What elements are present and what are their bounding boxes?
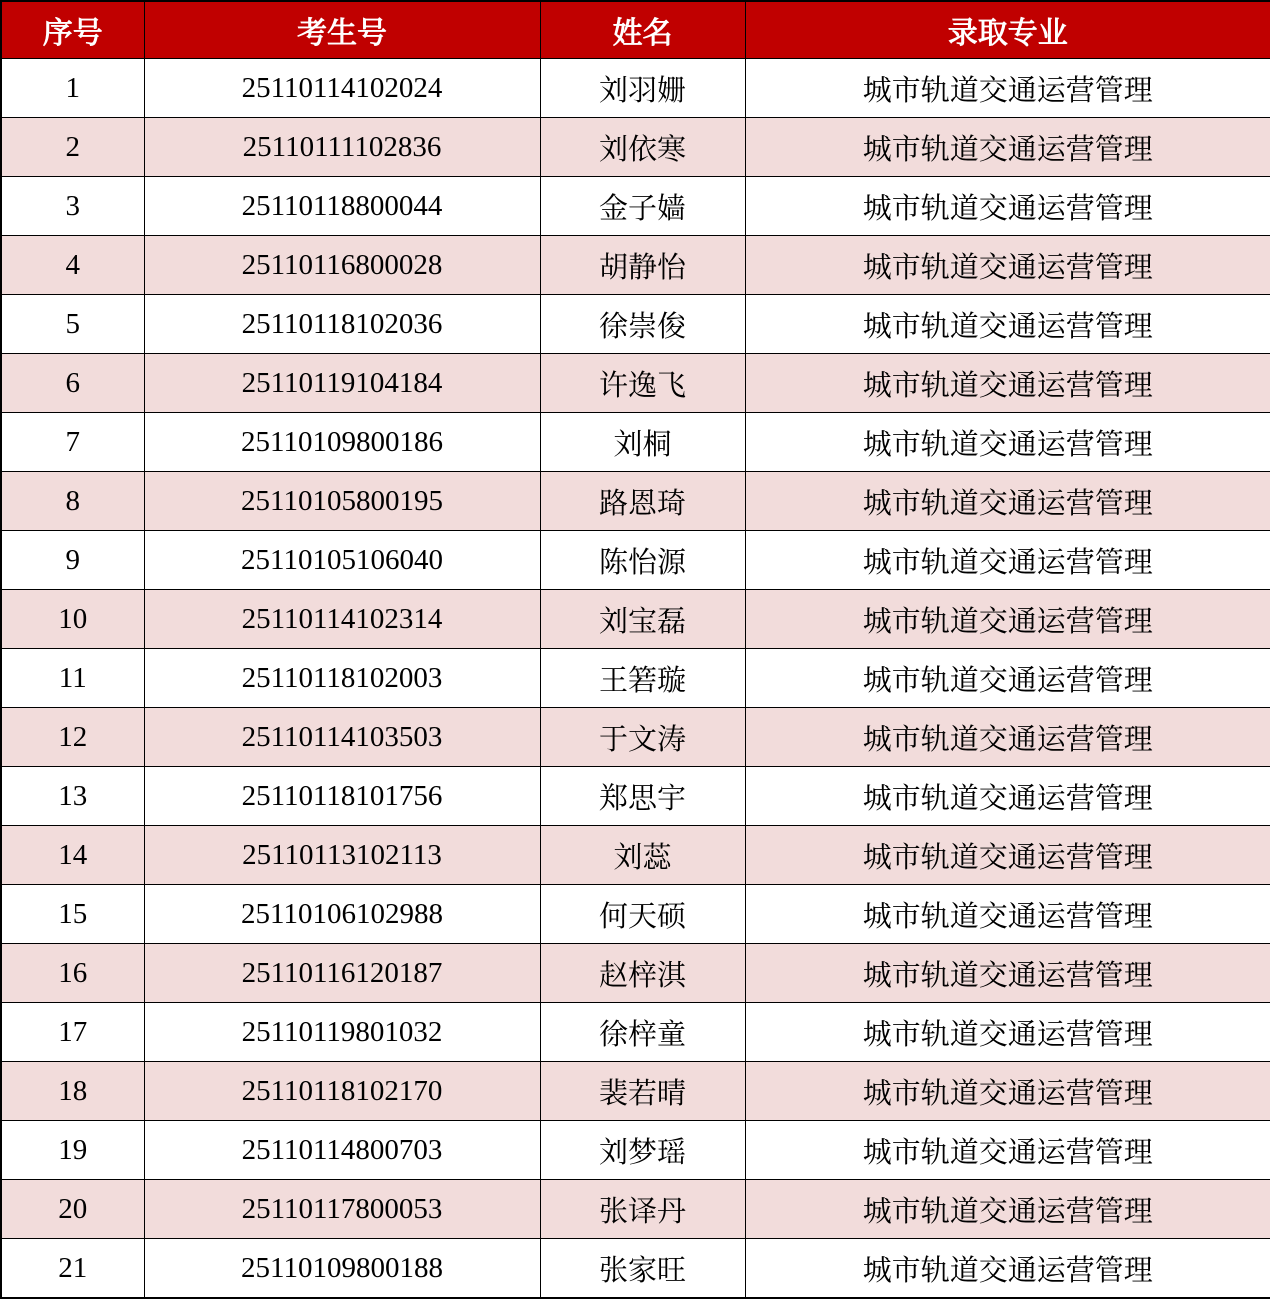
table-row [1, 590, 1270, 649]
cell-index: 3 [1, 177, 144, 236]
cell-candidate-id: 25110111102836 [144, 118, 540, 177]
cell-index: 19 [1, 1121, 144, 1180]
cell-major: 城市轨道交通运营管理 [745, 944, 1270, 1003]
table-header-row [1, 1, 1270, 59]
cell-candidate-id: 25110114102314 [144, 590, 540, 649]
cell-candidate-id: 25110116120187 [144, 944, 540, 1003]
cell-name: 张译丹 [540, 1180, 745, 1239]
cell-candidate-id: 25110116800028 [144, 236, 540, 295]
cell-name: 胡静怡 [540, 236, 745, 295]
cell-candidate-id: 25110109800188 [144, 1239, 540, 1299]
cell-index: 8 [1, 472, 144, 531]
cell-index: 9 [1, 531, 144, 590]
cell-major: 城市轨道交通运营管理 [745, 59, 1270, 118]
table-row [1, 1239, 1270, 1299]
table-row [1, 295, 1270, 354]
cell-index: 15 [1, 885, 144, 944]
cell-major: 城市轨道交通运营管理 [745, 885, 1270, 944]
cell-candidate-id: 25110119801032 [144, 1003, 540, 1062]
cell-major: 城市轨道交通运营管理 [745, 236, 1270, 295]
cell-major: 城市轨道交通运营管理 [745, 649, 1270, 708]
cell-index: 6 [1, 354, 144, 413]
table-row [1, 413, 1270, 472]
table-body [1, 59, 1270, 1299]
cell-index: 21 [1, 1239, 144, 1299]
cell-name: 刘蕊 [540, 826, 745, 885]
table-row [1, 118, 1270, 177]
cell-name: 王箬璇 [540, 649, 745, 708]
cell-candidate-id: 25110105800195 [144, 472, 540, 531]
cell-index: 14 [1, 826, 144, 885]
cell-name: 刘羽姗 [540, 59, 745, 118]
cell-candidate-id: 25110118102036 [144, 295, 540, 354]
table-row [1, 236, 1270, 295]
table-row [1, 649, 1270, 708]
cell-name: 金子嫱 [540, 177, 745, 236]
cell-candidate-id: 25110118102170 [144, 1062, 540, 1121]
cell-name: 徐梓童 [540, 1003, 745, 1062]
cell-name: 许逸飞 [540, 354, 745, 413]
table-row [1, 59, 1270, 118]
col-header-index: 序号 [1, 1, 144, 59]
cell-candidate-id: 25110114103503 [144, 708, 540, 767]
cell-major: 城市轨道交通运营管理 [745, 354, 1270, 413]
col-header-candidate-id: 考生号 [144, 1, 540, 59]
cell-candidate-id: 25110117800053 [144, 1180, 540, 1239]
cell-major: 城市轨道交通运营管理 [745, 413, 1270, 472]
cell-index: 10 [1, 590, 144, 649]
cell-name: 张家旺 [540, 1239, 745, 1299]
col-header-name: 姓名 [540, 1, 745, 59]
cell-name: 何天硕 [540, 885, 745, 944]
cell-index: 17 [1, 1003, 144, 1062]
cell-candidate-id: 25110118102003 [144, 649, 540, 708]
cell-name: 刘依寒 [540, 118, 745, 177]
cell-major: 城市轨道交通运营管理 [745, 1062, 1270, 1121]
cell-index: 2 [1, 118, 144, 177]
cell-candidate-id: 25110114800703 [144, 1121, 540, 1180]
cell-candidate-id: 25110109800186 [144, 413, 540, 472]
cell-name: 郑思宇 [540, 767, 745, 826]
cell-name: 路恩琦 [540, 472, 745, 531]
cell-index: 13 [1, 767, 144, 826]
table-row [1, 354, 1270, 413]
cell-major: 城市轨道交通运营管理 [745, 590, 1270, 649]
table-row [1, 767, 1270, 826]
cell-name: 赵梓淇 [540, 944, 745, 1003]
cell-major: 城市轨道交通运营管理 [745, 1239, 1270, 1299]
cell-name: 刘梦瑶 [540, 1121, 745, 1180]
cell-name: 于文涛 [540, 708, 745, 767]
table-row [1, 1121, 1270, 1180]
cell-candidate-id: 25110113102113 [144, 826, 540, 885]
cell-name: 裴若晴 [540, 1062, 745, 1121]
table-row [1, 177, 1270, 236]
cell-index: 20 [1, 1180, 144, 1239]
cell-candidate-id: 25110118800044 [144, 177, 540, 236]
table-row [1, 1180, 1270, 1239]
cell-major: 城市轨道交通运营管理 [745, 708, 1270, 767]
cell-index: 5 [1, 295, 144, 354]
cell-major: 城市轨道交通运营管理 [745, 826, 1270, 885]
table-row [1, 472, 1270, 531]
cell-name: 刘桐 [540, 413, 745, 472]
table-row [1, 1003, 1270, 1062]
table-row [1, 885, 1270, 944]
cell-major: 城市轨道交通运营管理 [745, 1121, 1270, 1180]
cell-major: 城市轨道交通运营管理 [745, 1180, 1270, 1239]
cell-index: 12 [1, 708, 144, 767]
cell-index: 11 [1, 649, 144, 708]
table-row [1, 1062, 1270, 1121]
table-row [1, 944, 1270, 1003]
cell-major: 城市轨道交通运营管理 [745, 531, 1270, 590]
cell-index: 7 [1, 413, 144, 472]
cell-candidate-id: 25110106102988 [144, 885, 540, 944]
cell-index: 1 [1, 59, 144, 118]
cell-major: 城市轨道交通运营管理 [745, 177, 1270, 236]
cell-candidate-id: 25110119104184 [144, 354, 540, 413]
cell-major: 城市轨道交通运营管理 [745, 118, 1270, 177]
cell-index: 4 [1, 236, 144, 295]
cell-major: 城市轨道交通运营管理 [745, 1003, 1270, 1062]
col-header-major: 录取专业 [745, 1, 1270, 59]
cell-name: 刘宝磊 [540, 590, 745, 649]
table-row [1, 531, 1270, 590]
cell-index: 18 [1, 1062, 144, 1121]
cell-name: 徐崇俊 [540, 295, 745, 354]
table-row [1, 826, 1270, 885]
cell-major: 城市轨道交通运营管理 [745, 767, 1270, 826]
cell-candidate-id: 25110114102024 [144, 59, 540, 118]
cell-index: 16 [1, 944, 144, 1003]
cell-major: 城市轨道交通运营管理 [745, 472, 1270, 531]
cell-major: 城市轨道交通运营管理 [745, 295, 1270, 354]
table-row [1, 708, 1270, 767]
cell-candidate-id: 25110105106040 [144, 531, 540, 590]
cell-name: 陈怡源 [540, 531, 745, 590]
cell-candidate-id: 25110118101756 [144, 767, 540, 826]
